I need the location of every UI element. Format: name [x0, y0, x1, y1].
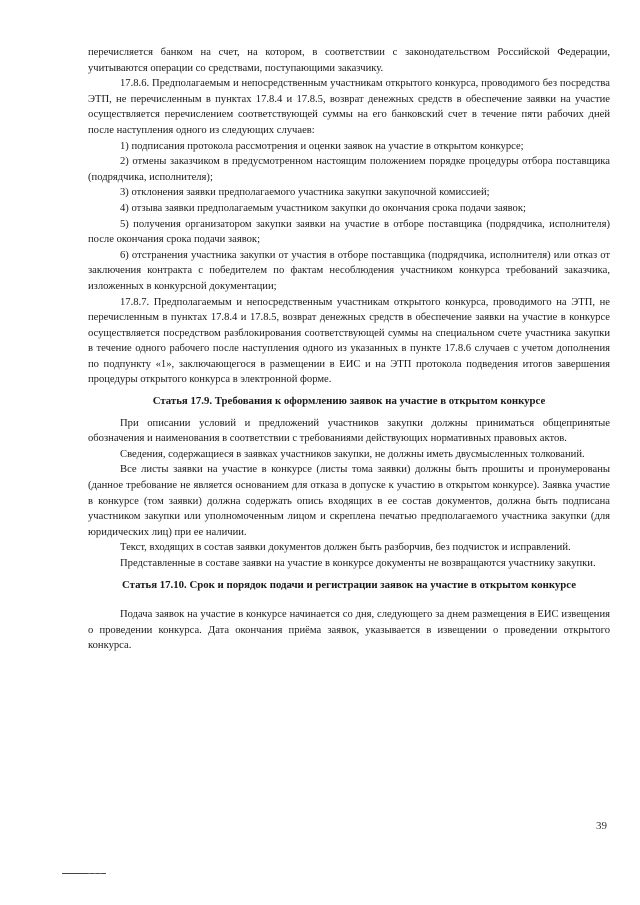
paragraph: перечисляется банком на счет, на котором, в соответствии с законодательством Российской Федерации, учитываются операции со средствами, поступающими заказчику. — [88, 47, 610, 74]
paragraph: Представленные в составе заявки на участие в конкурсе документы не возвращаются участнику закупки. — [120, 558, 596, 569]
paragraph: Подача заявок на участие в конкурсе начинается со дня, следующего за днем размещения в ЕИС извещения о проведении конкурса. Дата окончания приёма заявок, указывается в извещении о проведении открытого конкурса. — [88, 609, 610, 652]
paragraph: При описании условий и предложений участников закупки должны приниматься общепринятые обозначения и наименования в соответствии с требованиями действующих нормативных правовых актов. — [88, 417, 610, 445]
list-item: 4) отзыва заявки предполагаемым участником закупки до окончания срока подачи заявок; — [120, 202, 526, 214]
spacer — [88, 599, 610, 607]
list-item: 3) отклонения заявки предполагаемого участника закупки закупочной комиссией; — [120, 187, 490, 199]
list-item: 5) получения организатором закупки заявки на участие в отборе поставщика (подрядчика, исполнителя) после окончания срока подачи заявок; — [88, 218, 610, 246]
document-body — [88, 45, 610, 654]
footer-dash — [88, 873, 102, 874]
paragraph: Текст, входящих в состав заявки документов должен быть разборчив, без подчисток и исправлений. — [120, 542, 571, 554]
list-item: 1) подписания протокола рассмотрения и оценки заявок на участие в открытом конкурсе; — [120, 140, 524, 152]
paragraph-17-8-6: 17.8.6. Предполагаемым и непосредственным участникам открытого конкурса, проводимого без посредства ЭТП, не перечисленным в пунктах 17.8.4 и 17.8.5, возврат денежных средств в обеспечение заявки на участие осуществляется перечислением соответствующей суммы на его банковский счет в течение пяти рабочих дней после наступления одного из следующих случаев: — [88, 78, 610, 136]
paragraph: Сведения, содержащиеся в заявках участников закупки, не должны иметь двусмысленных толкований. — [120, 448, 585, 460]
section-heading-17-9: Статья 17.9. Требования к оформлению заявок на участие в открытом конкурсе — [152, 395, 546, 408]
page-number: 39 — [596, 820, 607, 832]
section-heading-17-10: Статья 17.10. Срок и порядок подачи и регистрации заявок на участие в открытом конкурсе — [121, 578, 577, 591]
list-item: 2) отмены заказчиком в предусмотренном настоящим положением порядке процедуры отбора поставщика (подрядчика, исполнителя); — [88, 156, 610, 183]
paragraph-17-8-7: 17.8.7. Предполагаемым и непосредственным участникам открытого конкурса, проводимого на ЭТП, не перечисленным в пунктах 17.8.4 и 17.8.5, возврат денежных средств в обеспечение заявки на участие в конкурсе осуществляется посредством разблокирования соответствующей суммы на специальном счете участника закупки в течение одного рабочего после наступления одного из указанных в пункте 17.8.6 случаев с учетом дополнения по подпункту «1», заключающегося в размещении в ЕИС и на ЭТП протокола подведения итогов завершения процедуры открытого конкурса в электронной форме. — [88, 296, 610, 386]
list-item: 6) отстранения участника закупки от участия в отборе поставщика (подрядчика, исполнителя) или отказ от заключения контракта с победителем по фактам несоблюдения участником конкурса требований заказчика, изложенных в конкурсной документации; — [88, 249, 610, 292]
paragraph: Все листы заявки на участие в конкурсе (листы тома заявки) должны быть прошиты и пронумерованы (данное требование не является основанием для отказа в допуске к участию в открытом конкурсе). Заявка участие в конкурсе (том заявки) должна содержать опись входящих в ее состав документов, должна быть подписана участником закупки или уполномоченным лицом и скреплена печатью предполагаемого участника закупки (для юридических лиц) при ее наличии. — [88, 464, 610, 538]
